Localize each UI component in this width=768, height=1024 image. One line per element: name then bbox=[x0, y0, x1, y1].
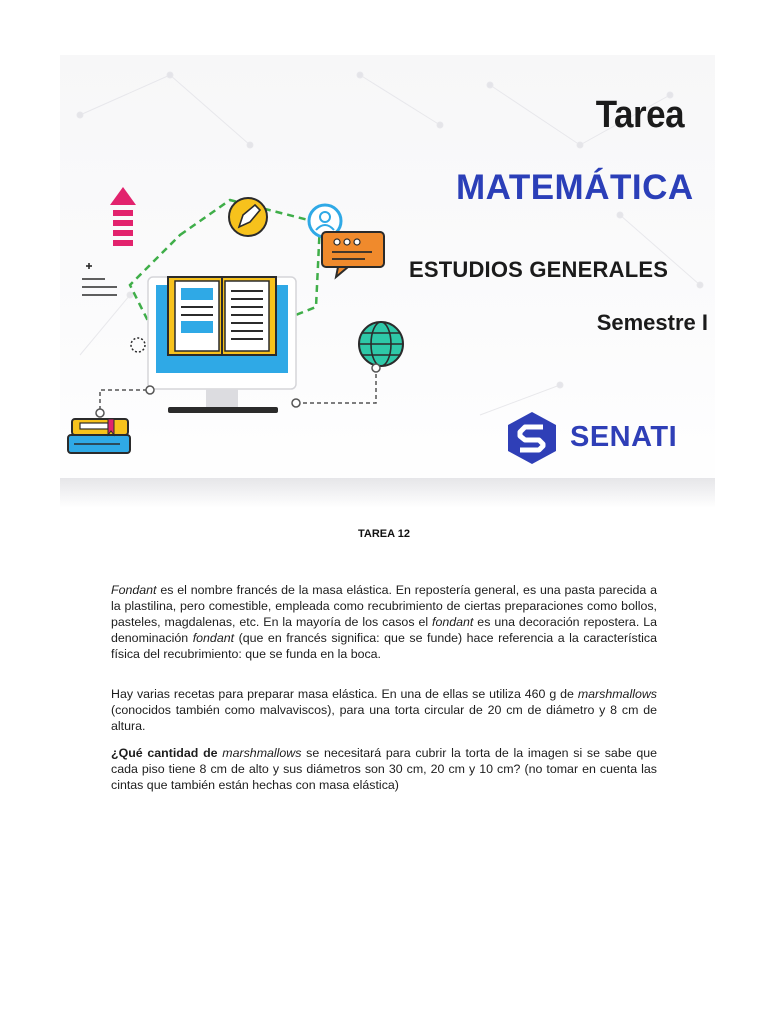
fondant-term: fondant bbox=[432, 615, 474, 629]
brand-name: SENATI bbox=[570, 421, 678, 453]
paragraph-text: se necesitará para cubrir la torta de la imagen si se sabe que cada piso tiene 8 cm de alto y sus diámetros son 30 cm, 20 cm y 10 cm? (no tomar en cuenta las cintas que también están hechas con masa elástica) bbox=[111, 746, 658, 792]
globe-icon bbox=[359, 322, 403, 366]
paragraph-text: es el nombre francés de la masa elástica. En repostería general, es una pasta parecida a la plastilina, pero comestible, empleada como recubrimiento de ciertas preparaciones como bollos, pasteles, magdalenas, etc. En la mayoría de los casos el bbox=[111, 583, 657, 629]
banner-shadow bbox=[60, 478, 715, 508]
paragraph-text: (conocidos también como malvaviscos), para una torta circular de 20 cm de diámetro y 8 cm de altura. bbox=[111, 703, 657, 733]
dotted-circle-icon bbox=[131, 338, 145, 352]
fondant-term: Fondant bbox=[111, 583, 157, 597]
fondant-term: fondant bbox=[192, 631, 235, 645]
marshmallows-term: marshmallows bbox=[577, 687, 657, 701]
open-book-icon bbox=[168, 277, 276, 355]
question-lead: ¿Qué cantidad de bbox=[111, 746, 223, 760]
paragraph-recipe bbox=[111, 686, 657, 734]
task-heading: TAREA 12 bbox=[358, 528, 410, 540]
senati-logo-icon bbox=[508, 412, 556, 464]
chat-icon bbox=[322, 232, 384, 277]
paragraph-text: es una decoración repostera. La denominación bbox=[111, 615, 657, 645]
paragraph-fondant-intro bbox=[111, 582, 657, 662]
program-title: ESTUDIOS GENERALES bbox=[409, 257, 669, 282]
pen-icon bbox=[229, 198, 267, 236]
semester-label: Semestre I bbox=[596, 310, 708, 335]
arrow-up-icon bbox=[110, 187, 136, 246]
books-icon bbox=[68, 419, 130, 453]
marshmallows-term: marshmallows bbox=[222, 746, 302, 760]
page-title: Tarea bbox=[595, 94, 684, 136]
paragraph-text: Hay varias recetas para preparar masa elástica. En una de ellas se utiliza 460 g de bbox=[111, 687, 578, 701]
paragraph-question bbox=[111, 745, 657, 793]
list-icon bbox=[82, 263, 117, 295]
paragraph-text: (que en francés significa: que se funde) hace referencia a la característica física del recubrimiento: que se funda en la boca. bbox=[111, 631, 658, 661]
subject-title: MATEMÁTICA bbox=[456, 168, 694, 207]
